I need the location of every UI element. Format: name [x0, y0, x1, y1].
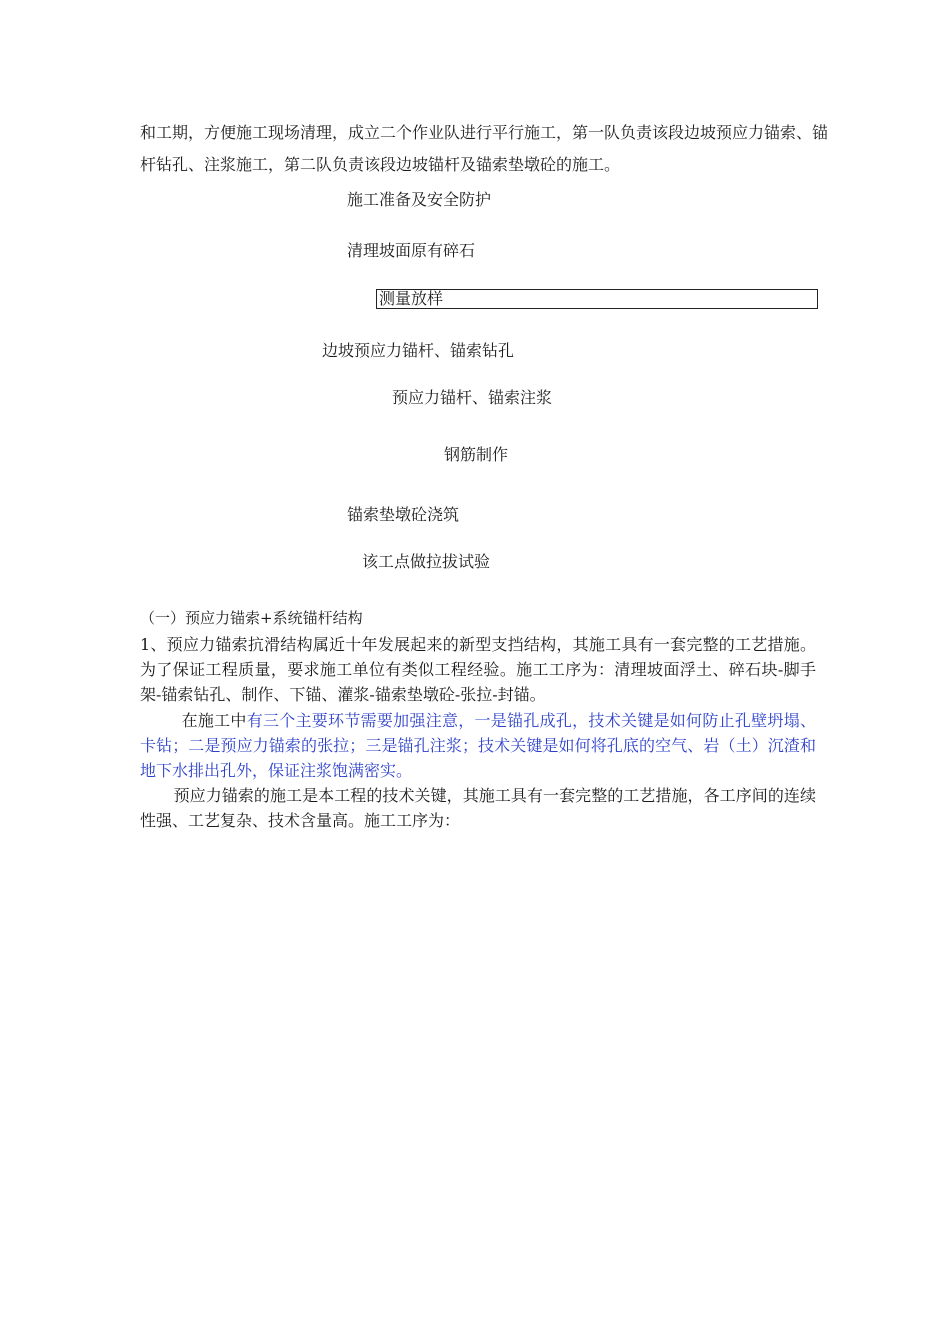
paragraph-anchor-structure: 1、预应力锚索抗滑结构属近十年发展起来的新型支挡结构，其施工具有一套完整的工艺措施。为了保证工程质量，要求施工单位有类似工程经验。施工工序为：清理坡面浮土、碎石块-脚手架-锚索钻孔、制作、下锚、灌浆-锚索垫墩砼-张拉-封锚。	[140, 635, 816, 704]
paragraph-key-steps-prefix: 在施工中	[181, 711, 247, 730]
flow-step-pullout-test: 该工点做拉拔试验	[362, 552, 491, 571]
intro-paragraph: 和工期，方便施工现场清理，成立二个作业队进行平行施工，第一队负责该段边坡预应力锚索、锚杆钻孔、注浆施工，第二队负责该段边坡锚杆及锚索垫墩砼的施工。	[140, 123, 829, 174]
paragraph-key-steps	[140, 708, 816, 783]
flow-step-drilling: 边坡预应力锚杆、锚索钻孔	[322, 341, 515, 360]
flow-step-preparation: 施工准备及安全防护	[347, 190, 492, 209]
section-heading: （一）预应力锚索+系统锚杆结构	[140, 609, 363, 627]
flow-step-survey-box: 测量放样	[376, 289, 818, 309]
flow-step-rebar: 钢筋制作	[444, 445, 509, 464]
flow-step-grouting: 预应力锚杆、锚索注浆	[392, 388, 553, 407]
flow-step-clear-slope: 清理坡面原有碎石	[347, 241, 476, 260]
flow-step-pad-casting: 锚索垫墩砼浇筑	[347, 505, 460, 524]
paragraph-construction-process: 预应力锚索的施工是本工程的技术关键，其施工具有一套完整的工艺措施，各工序间的连续性强、工艺复杂、技术含量高。施工工序为：	[140, 786, 816, 830]
paragraph-key-steps-highlight: 有三个主要环节需要加强注意，一是锚孔成孔，技术关键是如何防止孔壁坍塌、卡钻；二是预应力锚索的张拉；三是锚孔注浆；技术关键是如何将孔底的空气、岩（土）沉渣和地下水排出孔外，保证注浆饱满密实。	[140, 711, 816, 780]
